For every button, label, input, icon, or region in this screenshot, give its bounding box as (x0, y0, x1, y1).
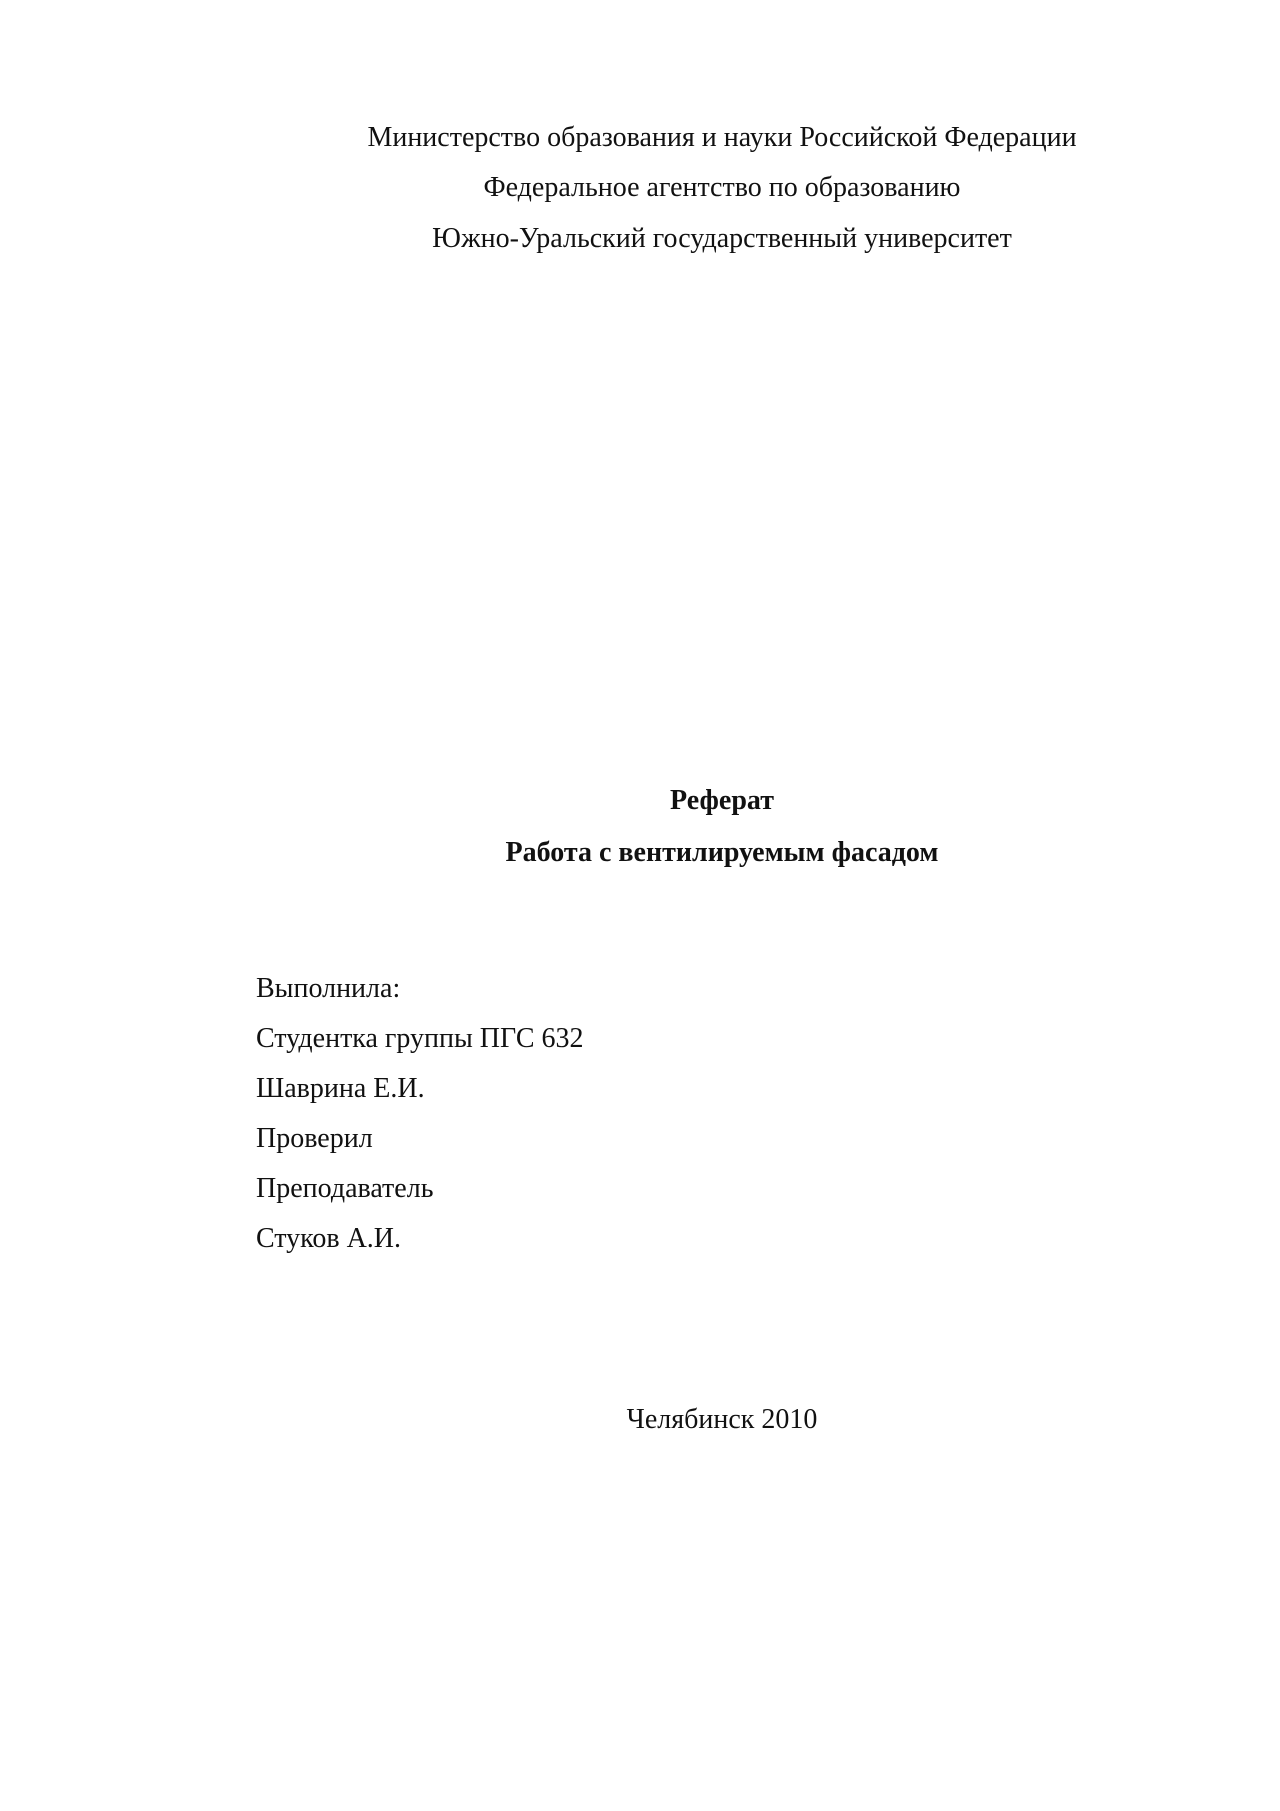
teacher-name: Стуков А.И. (256, 1223, 402, 1254)
performed-label: Выполнила: (256, 973, 401, 1004)
document-topic-title: Работа с вентилируемым фасадом (505, 837, 939, 868)
checked-label: Проверил (256, 1123, 373, 1154)
city-year: Челябинск 2010 (626, 1404, 818, 1435)
authors-block (256, 972, 584, 1272)
student-group: Студентка группы ПГС 632 (256, 1023, 584, 1054)
teacher-role: Преподаватель (256, 1173, 434, 1204)
student-name: Шаврина Е.И. (256, 1073, 425, 1104)
university-line: Южно-Уральский государственный университет (432, 223, 1012, 254)
agency-line: Федеральное агентство по образованию (483, 172, 961, 203)
ministry-line: Министерство образования и науки Российской Федерации (367, 122, 1077, 153)
document-type-title: Реферат (670, 785, 774, 816)
